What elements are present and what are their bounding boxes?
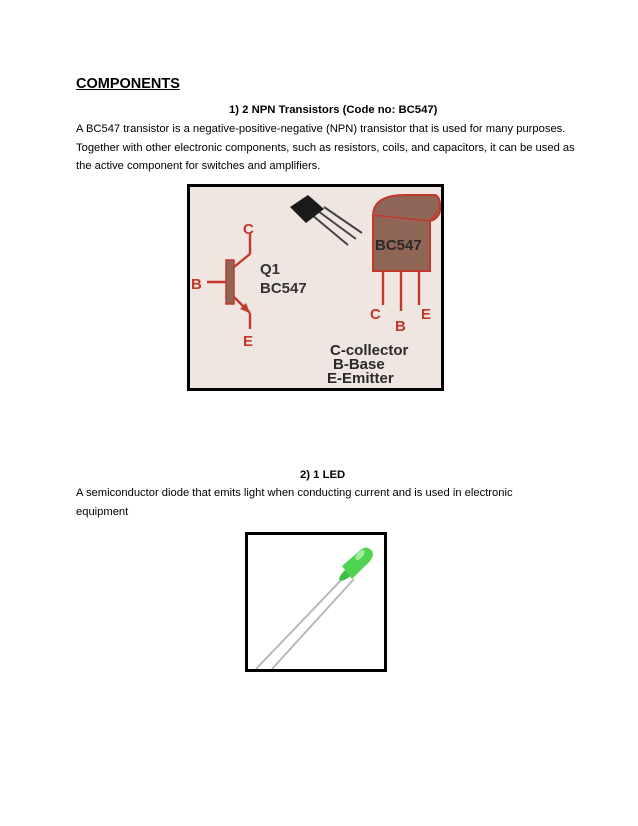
- symbol-label-base: B: [191, 276, 202, 293]
- led-description: A semiconductor diode that emits light when conducting current and is used in electronic equipment: [76, 487, 513, 518]
- base-bar: [226, 260, 234, 304]
- symbol-ref: Q1: [260, 261, 281, 278]
- symbol-part-number: BC547: [260, 280, 307, 297]
- transistor-diagram: [190, 187, 441, 388]
- transistor-description: A BC547 transistor is a negative-positive-negative (NPN) transistor that is used for many purposes. Together with other electronic components, such as resistors, coils, and capacitors, it can be used as the active component for switches and amplifiers.: [76, 123, 575, 172]
- led-figure: [245, 532, 387, 672]
- pin-label-c: C: [370, 306, 381, 323]
- legend-collector: C-collector: [330, 342, 409, 359]
- section-title-led: 2) 1 LED: [300, 469, 346, 481]
- symbol-label-collector: C: [243, 221, 254, 238]
- pin-label-b: B: [395, 318, 406, 335]
- package-label: BC547: [375, 237, 422, 254]
- transistor-figure: [187, 184, 444, 391]
- page-heading: COMPONENTS: [76, 76, 180, 92]
- legend-emitter: E-Emitter: [327, 370, 394, 387]
- pin-label-e: E: [421, 306, 432, 323]
- led-photo: [248, 535, 384, 669]
- symbol-label-emitter: E: [243, 333, 254, 350]
- section-title-transistors: 1) 2 NPN Transistors (Code no: BC547): [229, 104, 438, 116]
- legend-base: B-Base: [333, 356, 385, 373]
